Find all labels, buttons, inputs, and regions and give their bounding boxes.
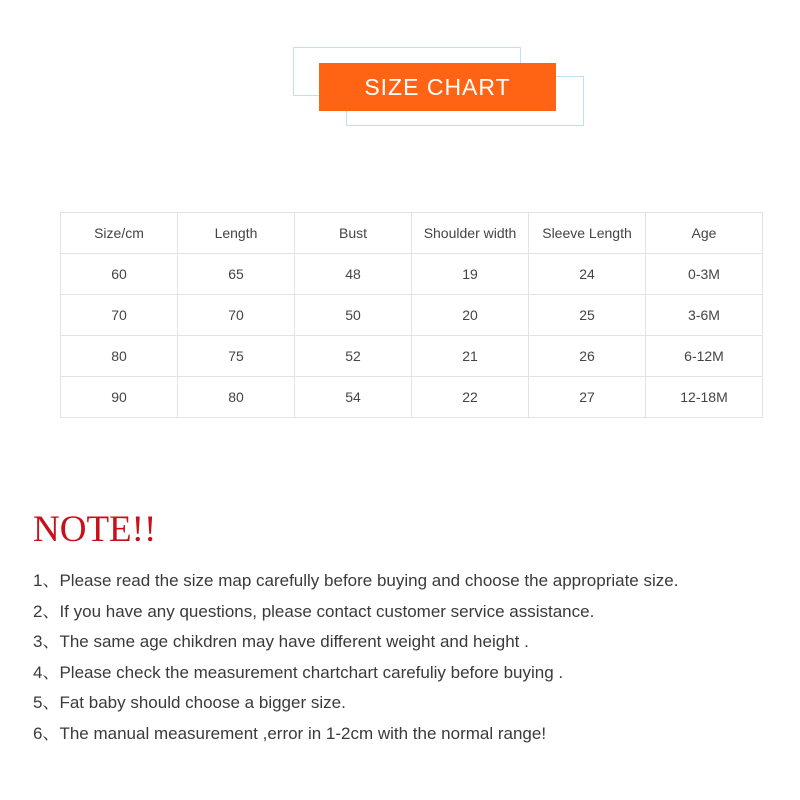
- page-title: SIZE CHART: [364, 73, 511, 100]
- table-cell: 0-3M: [646, 254, 763, 295]
- table-row: [61, 254, 763, 295]
- table-cell: 19: [412, 254, 529, 295]
- table-cell: 48: [295, 254, 412, 295]
- table-cell: 65: [178, 254, 295, 295]
- table-cell: 80: [178, 377, 295, 418]
- table-cell: 52: [295, 336, 412, 377]
- table-row: [61, 295, 763, 336]
- table-cell: 50: [295, 295, 412, 336]
- header-size: Size/cm: [61, 213, 178, 254]
- table-row: [61, 336, 763, 377]
- table-cell: 12-18M: [646, 377, 763, 418]
- note-item: 5、Fat baby should choose a bigger size.: [33, 693, 346, 713]
- header-shoulder-width: Shoulder width: [412, 213, 529, 254]
- table-cell: 26: [529, 336, 646, 377]
- table-cell: 90: [61, 377, 178, 418]
- table-cell: 25: [529, 295, 646, 336]
- title-banner: [319, 63, 556, 111]
- table-header-row: [61, 213, 763, 254]
- table-cell: 60: [61, 254, 178, 295]
- table-cell: 27: [529, 377, 646, 418]
- table-cell: 24: [529, 254, 646, 295]
- note-item: 3、The same age chikdren may have different weight and height .: [33, 632, 529, 652]
- note-title: NOTE!!: [33, 509, 157, 550]
- note-item: 4、Please check the measurement chartchart carefuliy before buying .: [33, 662, 564, 682]
- table-cell: 70: [61, 295, 178, 336]
- header-age: Age: [646, 213, 763, 254]
- note-item: 6、The manual measurement ,error in 1-2cm with the normal range!: [33, 723, 547, 743]
- note-item: 1、Please read the size map carefully before buying and choose the appropriate size.: [33, 571, 679, 590]
- size-table: [60, 212, 763, 418]
- table-cell: 80: [61, 336, 178, 377]
- header-sleeve-length: Sleeve Length: [529, 213, 646, 254]
- table-cell: 21: [412, 336, 529, 377]
- table-cell: 70: [178, 295, 295, 336]
- header-length: Length: [178, 213, 295, 254]
- table-cell: 20: [412, 295, 529, 336]
- note-list: [33, 566, 678, 750]
- table-cell: 54: [295, 377, 412, 418]
- note-item: 2、If you have any questions, please contact customer service assistance.: [33, 601, 595, 621]
- table-row: [61, 377, 763, 418]
- table-cell: 6-12M: [646, 336, 763, 377]
- table-cell: 3-6M: [646, 295, 763, 336]
- header-bust: Bust: [295, 213, 412, 254]
- table-cell: 75: [178, 336, 295, 377]
- table-cell: 22: [412, 377, 529, 418]
